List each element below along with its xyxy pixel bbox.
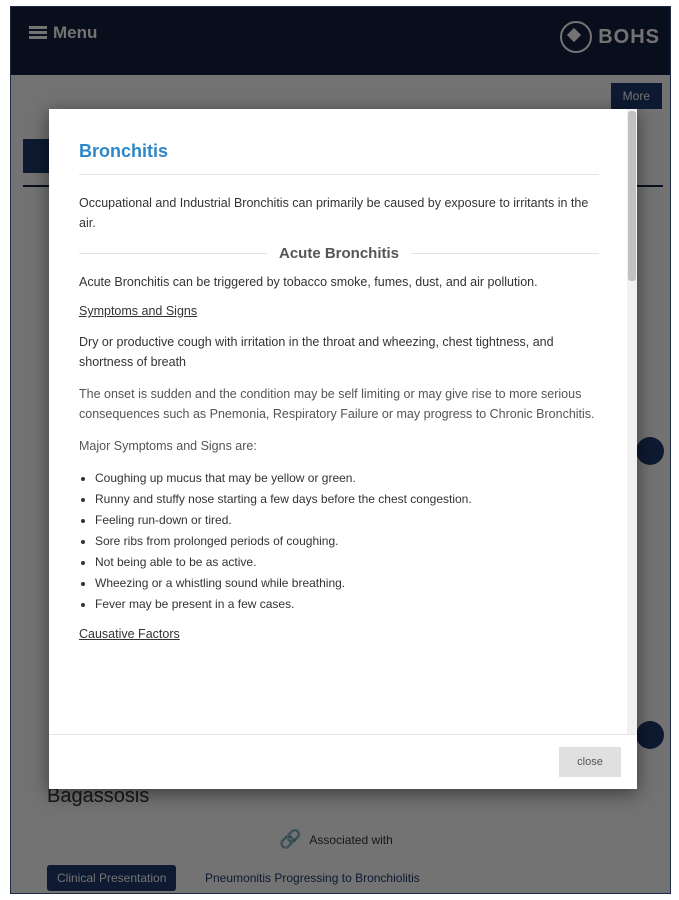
modal-title: Bronchitis — [79, 141, 599, 175]
major-symptoms-list — [79, 468, 599, 615]
acute-description: Acute Bronchitis can be triggered by tobacco smoke, fumes, dust, and air pollution. — [79, 275, 538, 289]
symptoms-description: Dry or productive cough with irritation in the throat and wheezing, chest tightness, and shortness of breath — [79, 335, 554, 369]
list-item: • Fever may be present in a few cases. — [95, 594, 599, 615]
list-item: • Not being able to be as active. — [95, 552, 599, 573]
modal-footer — [49, 734, 637, 790]
list-item: • Sore ribs from prolonged periods of coughing. — [95, 531, 599, 552]
section-heading — [79, 245, 599, 262]
section-heading-text: Acute Bronchitis — [279, 245, 400, 262]
list-item: • Wheezing or a whistling sound while breathing. — [95, 573, 599, 594]
close-button[interactable]: close — [559, 747, 621, 777]
modal-scrollbar[interactable] — [627, 109, 637, 734]
intro-text: Occupational and Industrial Bronchitis can primarily be caused by exposure to irritants in the air. — [79, 196, 589, 230]
bronchitis-modal — [49, 109, 637, 789]
scrollbar-thumb[interactable] — [628, 111, 636, 281]
major-symptoms-intro: Major Symptoms and Signs are: — [79, 439, 257, 453]
causative-factors-heading: Causative Factors — [79, 627, 180, 641]
list-item: • Feeling run-down or tired. — [95, 510, 599, 531]
onset-description: The onset is sudden and the condition may be self limiting or may give rise to more serious consequences such as Pnemonia, Respiratory Failure or may progress to Chronic Bronchitis. — [79, 387, 595, 421]
symptoms-heading: Symptoms and Signs — [79, 304, 198, 318]
list-item: • Coughing up mucus that may be yellow or green. — [95, 468, 599, 489]
list-item: • Runny and stuffy nose starting a few days before the chest congestion. — [95, 489, 599, 510]
modal-body — [49, 109, 627, 734]
